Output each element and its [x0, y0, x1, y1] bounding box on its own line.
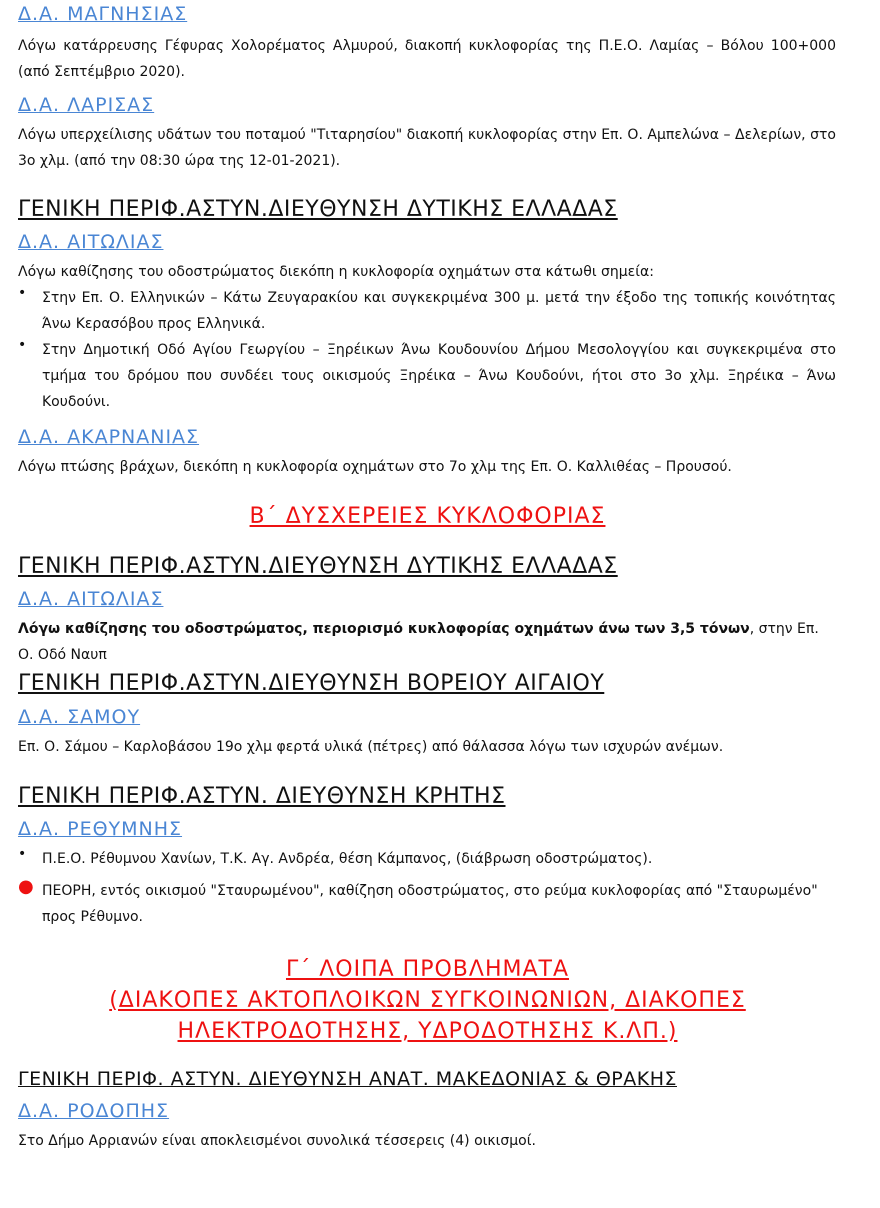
list-item [0, 337, 880, 415]
heading-da-magnisias: Δ.Α. ΜΑΓΝΗΣΙΑΣ [18, 3, 188, 25]
bullet-text: Στην Δημοτική Οδό Αγίου Γεωργίου – Ξηρέικων Άνω Κουδουνίου Δήμου Μεσολογγίου και συγκεκριμένα στο τμήμα του δρόμου που συνδέει τους οικισμούς Ξηρέικα – Άνω Κουδούνι, ήτοι στο 3ο χλμ. Ξηρέικα – Άνω Κουδούνι. [42, 342, 836, 410]
list-rethymnis [0, 846, 880, 930]
red-bullet-icon: ● [18, 876, 34, 897]
section-c-title-line1: Γ΄ ΛΟΙΠΑ ΠΡΟΒΛΗΜΑΤΑ [285, 957, 570, 982]
text-rodopis: Στο Δήμο Αρριανών είναι αποκλεισμένοι συνολικά τέσσερεις (4) οικισμοί. [18, 1133, 536, 1149]
heading-da-samou: Δ.Α. ΣΑΜΟΥ [18, 706, 141, 728]
heading-voreiou-aigaiou: ΓΕΝΙΚΗ ΠΕΡΙΦ.ΑΣΤΥΝ.ΔΙΕΥΘΥΝΣΗ ΒΟΡΕΙΟΥ ΑΙΓΑΙΟΥ [18, 671, 605, 696]
text-akarnanias: Λόγω πτώσης βράχων, διεκόπη η κυκλοφορία οχημάτων στο 7ο χλμ της Επ. Ο. Καλλιθέας – Προυσού. [18, 459, 732, 475]
list-aitolias [0, 285, 880, 415]
text-aitolias-2 [18, 616, 836, 668]
heading-da-rethymnis: Δ.Α. ΡΕΘΥΜΝΗΣ [18, 818, 183, 840]
section-b-title: Β΄ ΔΥΣΧΕΡΕΙΕΣ ΚΥΚΛΟΦΟΡΙΑΣ [249, 504, 606, 529]
bullet-text: ΠΕΟΡΗ, εντός οικισμού "Σταυρωμένου", καθίζηση οδοστρώματος, στο ρεύμα κυκλοφορίας από "Σταυρωμένο" προς Ρέθυμνο. [42, 883, 818, 925]
heading-anat-makedonias-thrakis: ΓΕΝΙΚΗ ΠΕΡΙΦ. ΑΣΤΥΝ. ΔΙΕΥΘΥΝΣΗ ΑΝΑΤ. ΜΑΚΕΔΟΝΙΑΣ & ΘΡΑΚΗΣ [18, 1068, 677, 1090]
list-item [0, 846, 880, 872]
text-magnisias: Λόγω κατάρρευσης Γέφυρας Χολορέματος Αλμυρού, διακοπή κυκλοφορίας της Π.Ε.Ο. Λαμίας – Βόλου 100+000 (από Σεπτέμβριο 2020). [18, 38, 836, 80]
list-item [0, 285, 880, 337]
text-aitolias-intro: Λόγω καθίζησης του οδοστρώματος διεκόπη η κυκλοφορία οχημάτων στα κάτωθι σημεία: [18, 264, 654, 280]
heading-kritis: ΓΕΝΙΚΗ ΠΕΡΙΦ.ΑΣΤΥΝ. ΔΙΕΥΘΥΝΣΗ ΚΡΗΤΗΣ [18, 784, 506, 809]
heading-dytikis-ellados-1: ΓΕΝΙΚΗ ΠΕΡΙΦ.ΑΣΤΥΝ.ΔΙΕΥΘΥΝΣΗ ΔΥΤΙΚΗΣ ΕΛΛΑΔΑΣ [18, 197, 618, 222]
text-larisas: Λόγω υπερχείλισης υδάτων του ποταμού "Τιταρησίου" διακοπή κυκλοφορίας στην Επ. Ο. Αμπελώνα – Δελερίων, στο 3ο χλμ. (από την 08:30 ώρα της 12-01-2021). [18, 127, 836, 169]
heading-da-larisas: Δ.Α. ΛΑΡΙΣΑΣ [18, 94, 155, 116]
list-item [0, 878, 880, 930]
section-c-title-line3: ΗΛΕΚΤΡΟΔΟΤΗΣΗΣ, ΥΔΡΟΔΟΤΗΣΗΣ Κ.ΛΠ.) [177, 1019, 678, 1044]
bullet-icon: • [18, 285, 27, 301]
heading-da-akarnanias: Δ.Α. ΑΚΑΡΝΑΝΙΑΣ [18, 426, 200, 448]
bullet-text: Στην Επ. Ο. Ελληνικών – Κάτω Ζευγαρακίου και συγκεκριμένα 300 μ. μετά την έξοδο της τοπικής κοινότητας Άνω Κερασόβου προς Ελληνικά. [42, 290, 836, 332]
heading-da-aitolias-2: Δ.Α. ΑΙΤΩΛΙΑΣ [18, 588, 164, 610]
heading-da-aitolias-1: Δ.Α. ΑΙΤΩΛΙΑΣ [18, 231, 164, 253]
bullet-icon: • [18, 337, 27, 353]
heading-da-rodopis: Δ.Α. ΡΟΔΟΠΗΣ [18, 1100, 170, 1122]
heading-dytikis-ellados-2: ΓΕΝΙΚΗ ΠΕΡΙΦ.ΑΣΤΥΝ.ΔΙΕΥΘΥΝΣΗ ΔΥΤΙΚΗΣ ΕΛΛΑΔΑΣ [18, 554, 618, 579]
bold-text: Λόγω καθίζησης του οδοστρώματος, περιορισμό κυκλοφορίας οχημάτων άνω των 3,5 τόνων [18, 621, 750, 637]
plain-text: , στην Επ. Ο. Οδό Ναυπ [18, 621, 819, 663]
bullet-text: Π.Ε.Ο. Ρέθυμνου Χανίων, Τ.Κ. Αγ. Ανδρέα, θέση Κάμπανος, (διάβρωση οδοστρώματος). [42, 851, 653, 867]
section-c-title-line2: (ΔΙΑΚΟΠΕΣ ΑΚΤΟΠΛΟΙΚΩΝ ΣΥΓΚΟΙΝΩΝΙΩΝ, ΔΙΑΚΟΠΕΣ [109, 988, 746, 1013]
text-samou: Επ. Ο. Σάμου – Καρλοβάσου 19ο χλμ φερτά υλικά (πέτρες) από θάλασσα λόγω των ισχυρών ανέμων. [18, 739, 724, 755]
bullet-icon: • [18, 846, 27, 862]
